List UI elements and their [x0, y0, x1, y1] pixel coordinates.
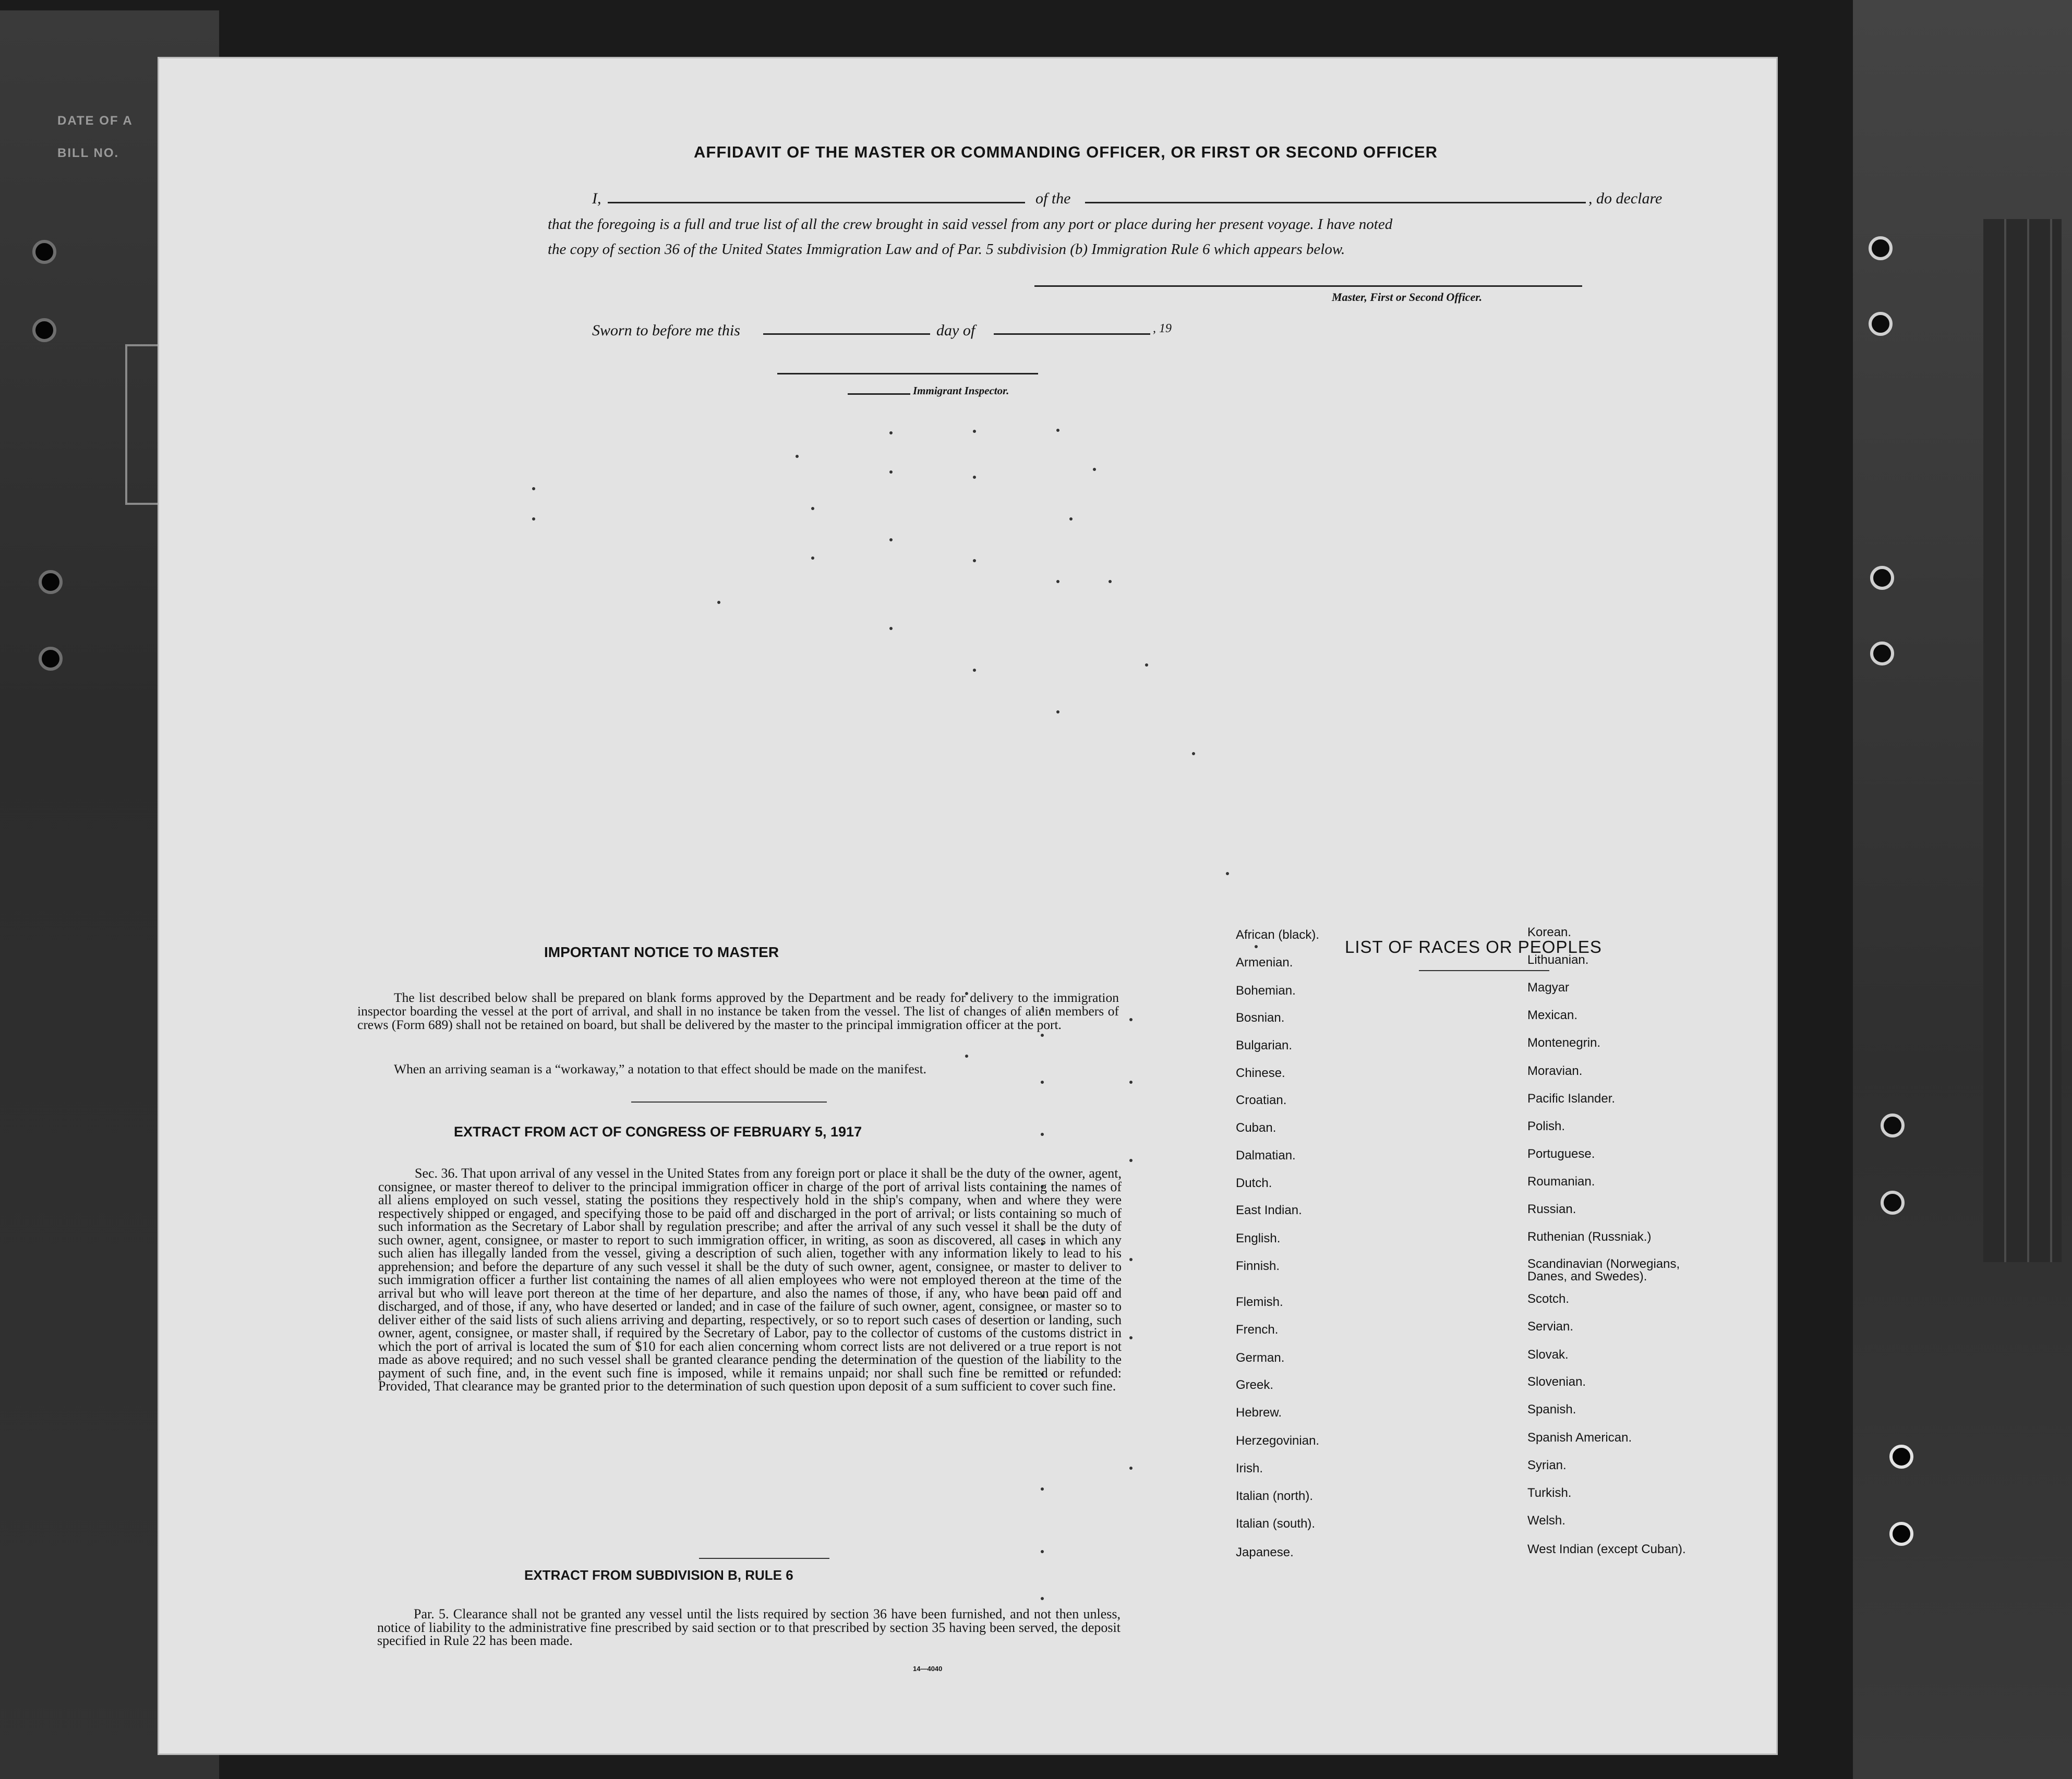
race-item: Turkish. — [1527, 1486, 1572, 1500]
race-item: English. — [1236, 1231, 1281, 1245]
race-item: French. — [1236, 1323, 1279, 1337]
rule-extract-title: EXTRACT FROM SUBDIVISION B, RULE 6 — [524, 1567, 793, 1583]
sworn-month-field[interactable] — [994, 333, 1150, 335]
race-item: Welsh. — [1527, 1514, 1565, 1528]
race-item: Bulgarian. — [1236, 1038, 1293, 1052]
punch-hole-icon — [1881, 1191, 1905, 1215]
race-item: Bohemian. — [1236, 984, 1296, 998]
race-item: African (black). — [1236, 928, 1320, 942]
race-item: Hebrew. — [1236, 1406, 1282, 1420]
race-item: Herzegovinian. — [1236, 1434, 1320, 1448]
race-item: Armenian. — [1236, 955, 1293, 970]
notice-workaway-paragraph: When an arriving seaman is a “workaway,” a notation to that effect should be made on the manifest. — [394, 1061, 927, 1076]
signature-caption: Master, First or Second Officer. — [1332, 291, 1483, 304]
master-signature-field[interactable] — [1034, 285, 1582, 287]
race-item: Chinese. — [1236, 1066, 1285, 1080]
race-item: Slovak. — [1527, 1348, 1569, 1362]
master-name-field[interactable] — [608, 202, 1025, 203]
punch-hole-icon — [1870, 642, 1894, 665]
punch-hole-icon — [1870, 566, 1894, 590]
punch-hole-icon — [39, 647, 63, 671]
race-item: Flemish. — [1236, 1295, 1283, 1309]
race-item: Greek. — [1236, 1378, 1274, 1392]
race-item: Scandinavian (Norwegians, Danes, and Swedes). — [1527, 1257, 1680, 1284]
race-item: Russian. — [1527, 1202, 1576, 1216]
race-item: Mexican. — [1527, 1008, 1578, 1022]
sworn-day-field-line[interactable] — [763, 333, 930, 335]
race-item: West Indian (except Cuban). — [1527, 1542, 1686, 1556]
day-of-label: day of — [936, 322, 975, 339]
affidavit-title: AFFIDAVIT OF THE MASTER OR COMMANDING OFFICER, OR FIRST OR SECOND OFFICER — [694, 143, 1438, 161]
punch-hole-icon — [32, 240, 56, 264]
race-item: Ruthenian (Russniak.) — [1527, 1230, 1652, 1244]
rule-extract-body: Par. 5. Clearance shall not be granted any vessel until the lists required by section 36 have been furnished, and not then unless, notice of liability to the administrative fine prescribed by said section or to that prescribed by section 35 having been served, the deposit specified in Rule 22 has been made. — [377, 1606, 1121, 1648]
notice-title: IMPORTANT NOTICE TO MASTER — [544, 944, 779, 960]
race-item: Italian (north). — [1236, 1489, 1314, 1503]
notice-paragraph: The list described below shall be prepared on blank forms approved by the Department and be ready for delivery to the immigration inspector boarding the vessel at the port of arrival, and shall in no instance be taken from the vessel. The list of changes of alien members of crews (Form 689) shall not be retained on board, but shall be delivered by the master to the principal immigration officer at the port. — [357, 990, 1119, 1032]
race-item: Spanish. — [1527, 1402, 1576, 1417]
sworn-label: Sworn to before me this — [592, 322, 740, 339]
race-item: Irish. — [1236, 1461, 1263, 1475]
race-item: Croatian. — [1236, 1093, 1287, 1107]
vessel-name-field[interactable] — [1085, 202, 1586, 203]
affidavit-statement-line: that the foregoing is a full and true list of all the crew brought in said vessel from any port or place during her present voyage. I have noted — [548, 216, 1393, 233]
race-item: Spanish American. — [1527, 1431, 1632, 1445]
race-item: Servian. — [1527, 1320, 1574, 1334]
race-item: Japanese. — [1236, 1545, 1294, 1559]
affidavit-i-label: I, — [592, 190, 601, 207]
act-extract-title: EXTRACT FROM ACT OF CONGRESS OF FEBRUARY 5, 1917 — [454, 1124, 862, 1140]
race-item: Scotch. — [1527, 1292, 1570, 1306]
punch-hole-icon — [1869, 236, 1893, 260]
race-item: Korean. — [1527, 925, 1572, 939]
act-extract-body: Sec. 36. That upon arrival of any vessel in the United States from any foreign port or place it shall be the duty of the owner, agent, consignee, or master thereof to deliver to the principal immigration officer in charge of the port of arrival lists containing the names of all aliens employed on such vessel, stating the positions they respectively hold in the ship's company, when and where they were respectively shipped or engaged, and specifying those to be paid off and discharged in the port of arrival; or lists containing so much of such information as the Secretary of Labor shall by regulation prescribe; and after the arrival of any such vessel it shall be the duty of such owner, agent, consignee, or master to report to such immigration officer, in writing, as soon as discovered, all cases in which any such alien has illegally landed from the vessel, giving a description of such alien, together with any information likely to lead to his apprehension; and before the departure of any such vessel it shall be the duty of such owner, agent, consignee, or master to deliver to such immigration officer a further list containing the names of all alien employees who were not employed thereon at the time of the arrival but who will leave port thereon at the time of her departure, and also the names of those, if any, who have been paid off and discharged, and of those, if any, who have deserted or landed; and in case of the failure of such owner, agent, consignee, or master so to deliver either of the said lists of such aliens arriving and departing, respectively, or so to report such cases of desertion or landing, such owner, agent, consignee, or master shall, if required by the Secretary of Labor, pay to the collector of customs of the customs district in which the port of arrival is located the sum of $10 for each alien concerning whom correct lists are not delivered or a true report is not made as above required; and no such vessel shall be granted clearance pending the determination of the question of the liability to the payment of such fine, and, in the event such fine is imposed, while it remains unpaid; nor shall such fine be remitted or refunded: Provided, That clearance may be granted prior to the determination of such question upon deposit of a sum sufficient to cover such fine. — [378, 1166, 1122, 1394]
race-item: Roumanian. — [1527, 1175, 1595, 1189]
form-number: 14—4040 — [913, 1665, 943, 1673]
manifest-form-page — [159, 58, 1776, 1753]
race-item: Magyar — [1527, 981, 1570, 995]
punch-hole-icon — [1889, 1445, 1913, 1469]
race-item: Dutch. — [1236, 1176, 1272, 1190]
year-label: , 19 — [1153, 322, 1172, 335]
inspector-signature-field[interactable] — [777, 373, 1038, 374]
side-page-date-label: DATE OF A — [57, 114, 133, 128]
race-item: Dalmatian. — [1236, 1148, 1296, 1163]
race-item: Bosnian. — [1236, 1011, 1285, 1025]
race-item: Moravian. — [1527, 1064, 1583, 1078]
races-title-underline — [1419, 970, 1549, 971]
race-item: Italian (south). — [1236, 1517, 1316, 1531]
affidavit-declare-label: , do declare — [1588, 190, 1663, 207]
race-item: Lithuanian. — [1527, 953, 1589, 967]
race-item: Portuguese. — [1527, 1147, 1595, 1161]
section-divider — [631, 1102, 827, 1103]
race-item: Slovenian. — [1527, 1375, 1586, 1389]
side-page-bill-label: BILL NO. — [57, 146, 119, 160]
underlying-page-columns — [1983, 219, 2062, 1262]
affidavit-of-the-label: of the — [1035, 190, 1071, 207]
punch-hole-icon — [32, 318, 56, 342]
race-item: Syrian. — [1527, 1458, 1567, 1472]
race-item: German. — [1236, 1351, 1285, 1365]
inspector-caption: Immigrant Inspector. — [913, 384, 1009, 397]
punch-hole-icon — [1889, 1522, 1913, 1546]
races-title: LIST OF RACES OR PEOPLES — [1345, 937, 1602, 957]
race-item: Cuban. — [1236, 1121, 1276, 1135]
punch-hole-icon — [1869, 312, 1893, 336]
inspector-caption-rule — [848, 393, 910, 395]
race-item: Polish. — [1527, 1119, 1565, 1133]
affidavit-statement-line: the copy of section 36 of the United States Immigration Law and of Par. 5 subdivision (b) Immigration Rule 6 which appears below. — [548, 241, 1345, 258]
punch-hole-icon — [1881, 1114, 1905, 1137]
race-item: East Indian. — [1236, 1203, 1302, 1217]
race-item: Pacific Islander. — [1527, 1092, 1616, 1106]
race-item: Finnish. — [1236, 1259, 1280, 1273]
section-divider — [699, 1558, 829, 1559]
punch-hole-icon — [39, 570, 63, 594]
race-item: Montenegrin. — [1527, 1036, 1601, 1050]
